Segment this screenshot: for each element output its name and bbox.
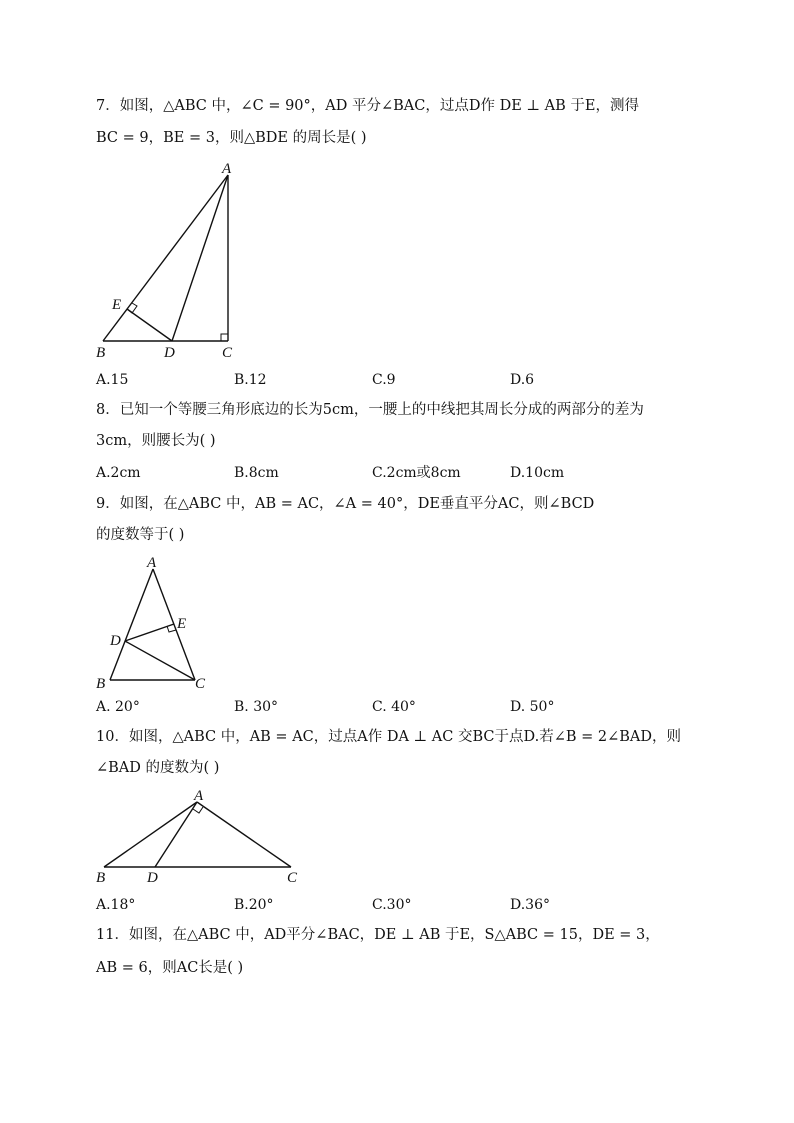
q11-stem-line-2: AB = 6，则AC长是( ) xyxy=(96,960,244,976)
q10-label-a: A xyxy=(194,788,204,804)
q8-option-a[interactable]: A.2cm xyxy=(96,465,141,481)
q7-option-b[interactable]: B.12 xyxy=(234,372,267,388)
q10-side-ab xyxy=(104,802,197,867)
q9-option-c[interactable]: C. 40° xyxy=(372,699,416,715)
q8-stem-line-1: 8．已知一个等腰三角形底边的长为5cm，一腰上的中线把其周长分成的两部分的差为 xyxy=(96,402,644,418)
q10-stem-line-2: ∠BAD 的度数为( ) xyxy=(96,760,220,776)
q7-stem-line-1: 7．如图，△ABC 中，∠C = 90°，AD 平分∠BAC，过点D作 DE ⊥ AB 于E，测得 xyxy=(96,98,639,114)
q7-option-d[interactable]: D.6 xyxy=(510,372,535,388)
q9-label-d: D xyxy=(110,633,121,649)
q10-side-ac xyxy=(197,802,291,867)
q7-option-a[interactable]: A.15 xyxy=(96,372,129,388)
q9-label-b: B xyxy=(96,676,106,692)
q9-stem-line-2: 的度数等于( ) xyxy=(96,527,185,543)
q7-option-c[interactable]: C.9 xyxy=(372,372,396,388)
q10-label-d: D xyxy=(147,870,158,886)
q11-stem-line-1: 11．如图，在△ABC 中，AD平分∠BAC，DE ⊥ AB 于E，S△ABC = 15，DE = 3， xyxy=(96,927,660,943)
q7-label-b: B xyxy=(96,345,106,361)
q10-option-d[interactable]: D.36° xyxy=(510,897,550,913)
q9-label-c: C xyxy=(195,676,206,692)
q9-option-a[interactable]: A. 20° xyxy=(96,699,140,715)
q10-label-c: C xyxy=(287,870,298,886)
q10-stem-line-1: 10．如图，△ABC 中，AB = AC，过点A作 DA ⊥ AC 交BC于点D.若∠B = 2∠BAD，则 xyxy=(96,729,682,745)
q10-right-angle-a xyxy=(193,807,203,813)
q10-option-a[interactable]: A.18° xyxy=(96,897,136,913)
q9-label-a: A xyxy=(147,555,157,571)
q8-option-d[interactable]: D.10cm xyxy=(510,465,565,481)
q8-option-c[interactable]: C.2cm或8cm xyxy=(372,465,461,481)
q7-label-a: A xyxy=(222,161,232,177)
q9-option-b[interactable]: B. 30° xyxy=(234,699,279,715)
q10-option-b[interactable]: B.20° xyxy=(234,897,274,913)
q8-stem-line-2: 3cm，则腰长为( ) xyxy=(96,433,216,449)
q7-label-c: C xyxy=(222,345,233,361)
q9-option-d[interactable]: D. 50° xyxy=(510,699,555,715)
q9-label-e: E xyxy=(177,616,187,632)
q10-segment-ad xyxy=(155,802,197,867)
q10-option-c[interactable]: C.30° xyxy=(372,897,412,913)
q9-stem-line-1: 9．如图，在△ABC 中，AB = AC，∠A = 40°，DE垂直平分AC，则∠BCD xyxy=(96,496,595,512)
q8-option-b[interactable]: B.8cm xyxy=(234,465,279,481)
q10-label-b: B xyxy=(96,870,106,886)
q7-stem-line-2: BC = 9，BE = 3，则△BDE 的周长是( ) xyxy=(96,130,367,146)
q7-label-e: E xyxy=(112,297,122,313)
q7-label-d: D xyxy=(164,345,175,361)
